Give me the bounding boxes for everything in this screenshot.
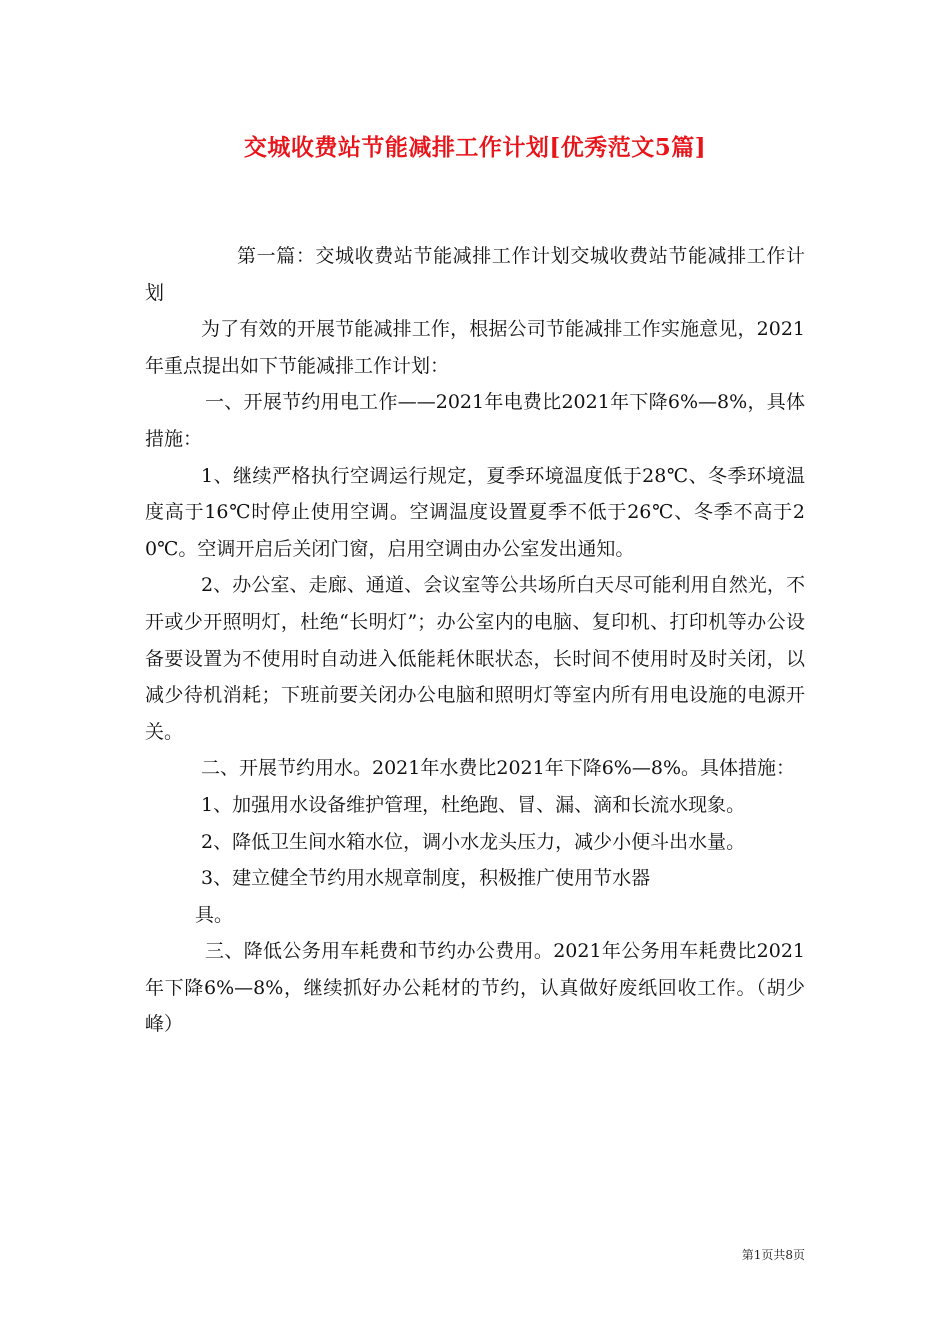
paragraph-water-tank: 2、降低卫生间水箱水位，调小水龙头压力，减少小便斗出水量。 — [201, 830, 746, 853]
document-body — [145, 238, 805, 1043]
paragraph-air-conditioning: 1、继续严格执行空调运行规定，夏季环境温度低于28℃、冬季环境温度高于16℃时停止使用空调。空调温度设置夏季不低于26℃、冬季不高于20℃。空调开启后关闭门窗，启用空调由办公室发出通知。 — [145, 464, 805, 560]
document-title: 交城收费站节能减排工作计划[优秀范文5篇] — [243, 134, 707, 161]
paragraph-water-heading: 二、开展节约用水。2021年水费比2021年下降6%—8%。具体措施： — [201, 757, 795, 780]
paragraph-lighting-equipment: 2、办公室、走廊、通道、会议室等公共场所白天尽可能利用自然光，不开或少开照明灯，杜绝“长明灯”；办公室内的电脑、复印机、打印机等办公设备要设置为不使用时自动进入低能耗休眠状态，长时间不使用时及时关闭，以减少待机消耗；下班前要关闭办公电脑和照明灯等室内所有用电设施的电源开关。 — [145, 574, 805, 743]
paragraph-water-rules-continued: 具。 — [195, 903, 234, 926]
paragraph-vehicle-office: 三、降低公务用车耗费和节约办公费用。2021年公务用车耗费比2021年下降6%—8%，继续抓好办公耗材的节约，认真做好废纸回收工作。（胡少峰） — [145, 940, 805, 1036]
page-number: 第1页共8页 — [741, 1248, 805, 1262]
paragraph-water-rules: 3、建立健全节约用水规章制度，积极推广使用节水器 — [201, 867, 651, 890]
paragraph-electricity-heading: 一、开展节约用电工作——2021年电费比2021年下降6%—8%，具体措施： — [145, 391, 805, 450]
paragraph-water-maintenance: 1、加强用水设备维护管理，杜绝跑、冒、漏、滴和长流水现象。 — [201, 793, 746, 816]
paragraph-intro: 为了有效的开展节能减排工作，根据公司节能减排工作实施意见，2021年重点提出如下节能减排工作计划： — [145, 318, 805, 377]
paragraph-section-heading: 第一篇：交城收费站节能减排工作计划交城收费站节能减排工作计划 — [145, 245, 805, 304]
